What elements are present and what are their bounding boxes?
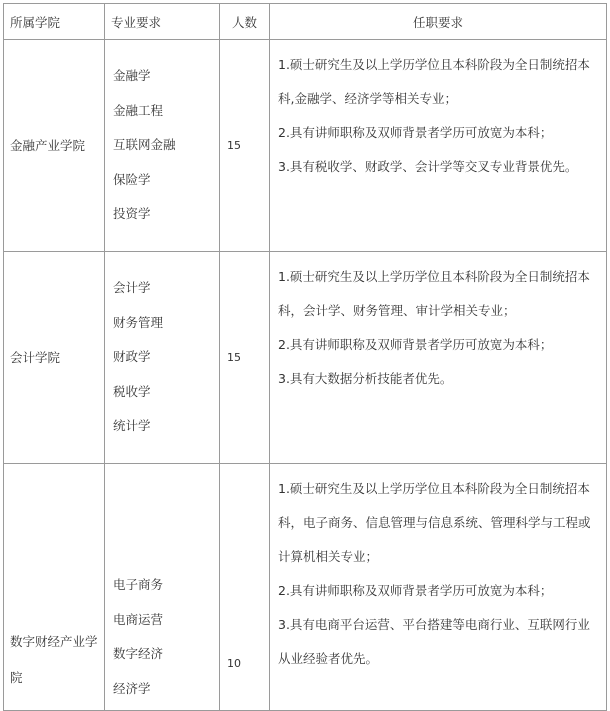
table-header-row — [4, 4, 607, 40]
college-cell: 会计学院 — [4, 252, 105, 464]
header-requirements: 任职要求 — [270, 4, 607, 40]
major-item: 税收学 — [113, 383, 151, 399]
major-item: 金融学 — [113, 68, 151, 84]
header-major: 专业要求 — [105, 4, 220, 40]
count-cell: 15 — [220, 252, 270, 464]
major-item: 金融工程 — [113, 102, 164, 118]
major-item: 数字经济 — [113, 646, 164, 661]
major-item: 电商运营 — [113, 611, 164, 627]
count-cell: 15 — [220, 40, 270, 252]
table-row — [4, 464, 607, 711]
major-item: 互联网金融 — [113, 137, 176, 153]
college-cell: 数字财经产业学院 — [4, 464, 105, 711]
majors-cell — [105, 252, 220, 464]
majors-cell — [105, 464, 220, 711]
count-cell: 10 — [220, 464, 270, 711]
requirement-item: 1.硕士研究生及以上学历学位且本科阶段为全日制统招本科,金融学、经济学等相关专业； — [278, 57, 590, 106]
major-item: 统计学 — [113, 418, 151, 434]
major-item: 投资学 — [113, 206, 151, 222]
header-college: 所属学院 — [4, 4, 105, 40]
major-item: 会计学 — [113, 280, 151, 296]
major-item: 电子商务 — [113, 577, 164, 592]
requirements-cell — [270, 464, 607, 711]
major-item: 财政学 — [113, 349, 151, 365]
requirement-item: 1.硕士研究生及以上学历学位且本科阶段为全日制统招本科，电子商务、信息管理与信息系统、管理科学与工程或计算机相关专业； — [278, 481, 591, 564]
major-item: 财务管理 — [113, 314, 164, 330]
requirement-item: 3.具有电商平台运营、平台搭建等电商行业、互联网行业从业经验者优先。 — [278, 617, 590, 666]
header-count: 人数 — [220, 4, 270, 40]
college-cell: 金融产业学院 — [4, 40, 105, 252]
major-item: 经济学 — [113, 680, 151, 696]
table-row — [4, 40, 607, 252]
requirement-item: 3.具有大数据分析技能者优先。 — [278, 371, 453, 386]
requirement-item: 2.具有讲师职称及双师背景者学历可放宽为本科； — [278, 337, 553, 352]
major-item: 保险学 — [113, 171, 151, 187]
table-row — [4, 252, 607, 464]
requirement-item: 1.硕士研究生及以上学历学位且本科阶段为全日制统招本科，会计学、财务管理、审计学相关专业； — [278, 269, 590, 318]
requirement-item: 3.具有税收学、财政学、会计学等交叉专业背景优先。 — [278, 159, 578, 174]
requirement-item: 2.具有讲师职称及双师背景者学历可放宽为本科； — [278, 125, 553, 140]
requirements-cell — [270, 40, 607, 252]
recruitment-table — [3, 3, 607, 711]
requirements-cell — [270, 252, 607, 464]
majors-cell — [105, 40, 220, 252]
requirement-item: 2.具有讲师职称及双师背景者学历可放宽为本科； — [278, 583, 553, 598]
